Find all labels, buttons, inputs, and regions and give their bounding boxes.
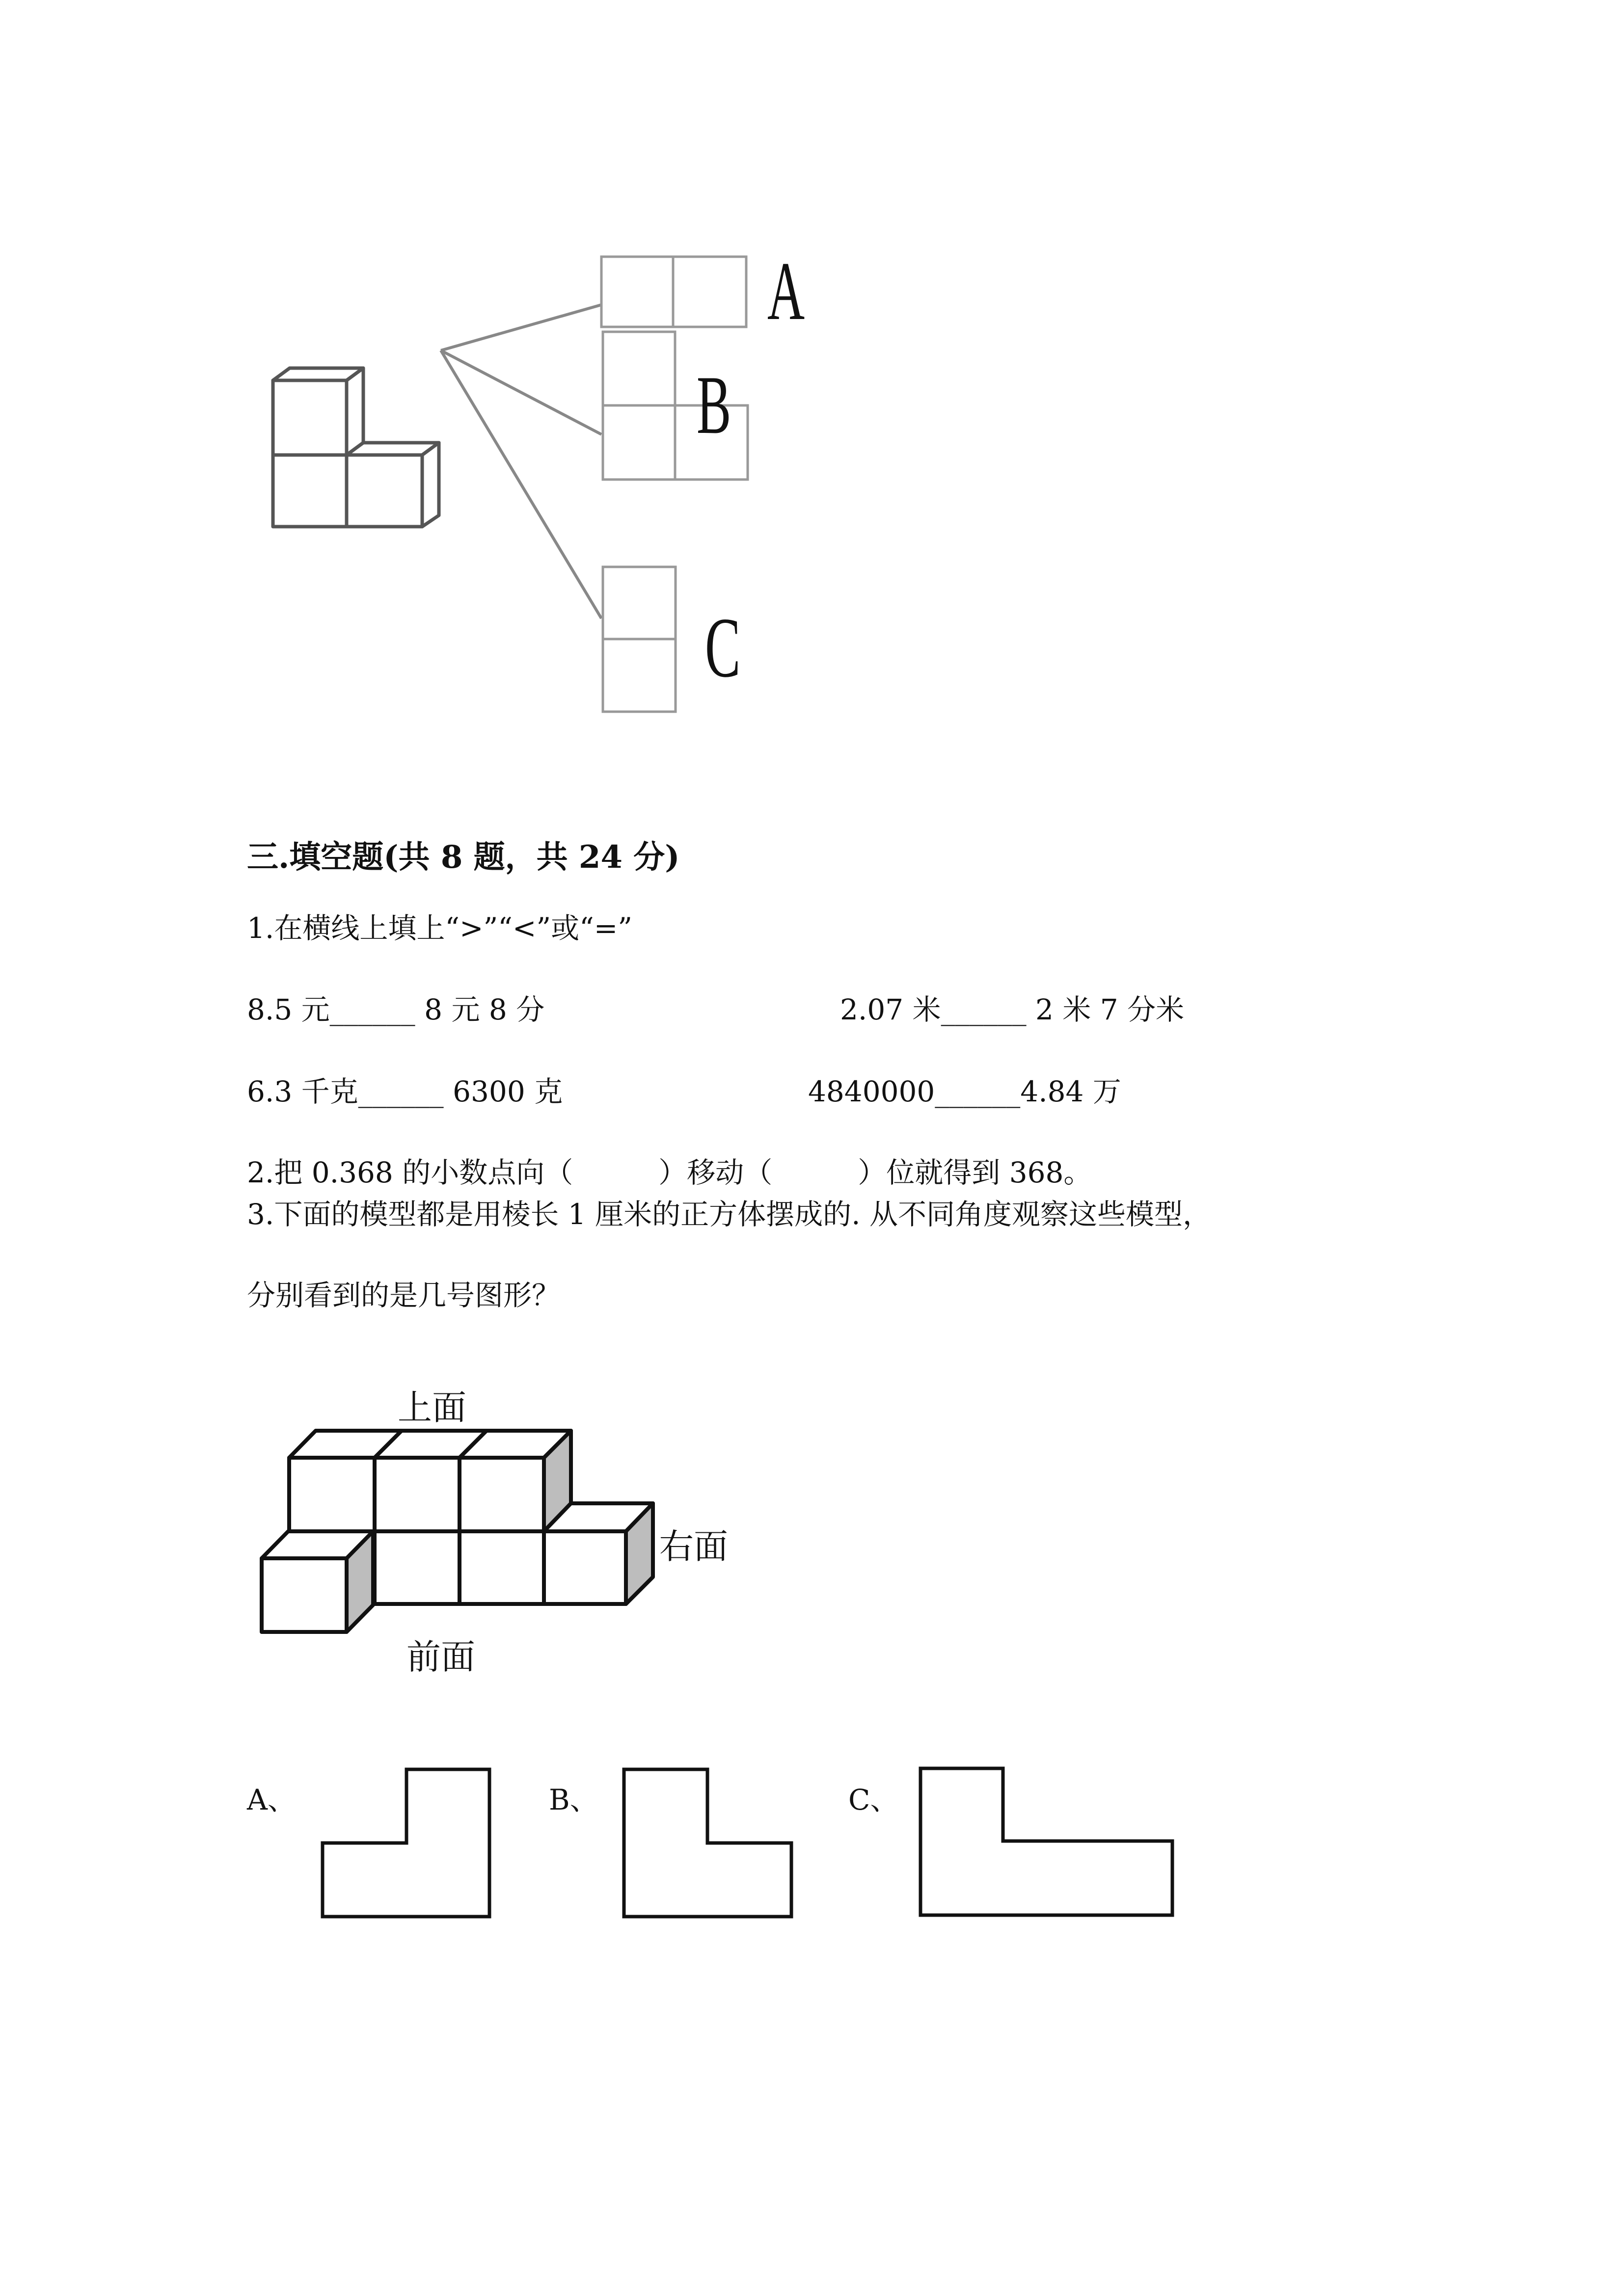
question-2-stem: 2.把 0.368 的小数点向（ ）移动（ ）位就得到 368。 [247,1156,1092,1189]
answer-shape-c [920,1768,1172,1915]
q1-item-4: 4840000______4.84 万 [808,1075,1121,1108]
section-title: 三.填空题(共 8 题，共 24 分) [247,839,680,876]
q1-item-3: 6.3 千克______ 6300 克 [247,1075,563,1108]
option-label-a: A [767,245,805,337]
answer-shape-a [323,1769,489,1917]
view-label-front: 前面 [406,1638,475,1676]
option-label-b: B [697,359,731,451]
view-label-right: 右面 [659,1527,728,1566]
question-3-stem-line-1: 3.下面的模型都是用棱长 1 厘米的正方体摆成的. 从不同角度观察这些模型， [247,1198,1211,1231]
answer-shape-b [624,1769,791,1917]
q1-item-2: 2.07 米______ 2 米 7 分米 [840,993,1185,1026]
q1-item-1: 8.5 元______ 8 元 8 分 [247,993,545,1026]
question-3-stem-line-2: 分别看到的是几号图形？ [247,1279,561,1312]
answer-option-c-label: C、 [848,1783,899,1816]
question-1-stem: 1.在横线上填上“>”“<”或“=” [247,911,633,945]
answer-option-b-label: B、 [549,1783,598,1816]
option-label-c: C [705,600,741,695]
view-label-top: 上面 [398,1388,466,1427]
answer-option-a-label: A、 [247,1783,296,1816]
